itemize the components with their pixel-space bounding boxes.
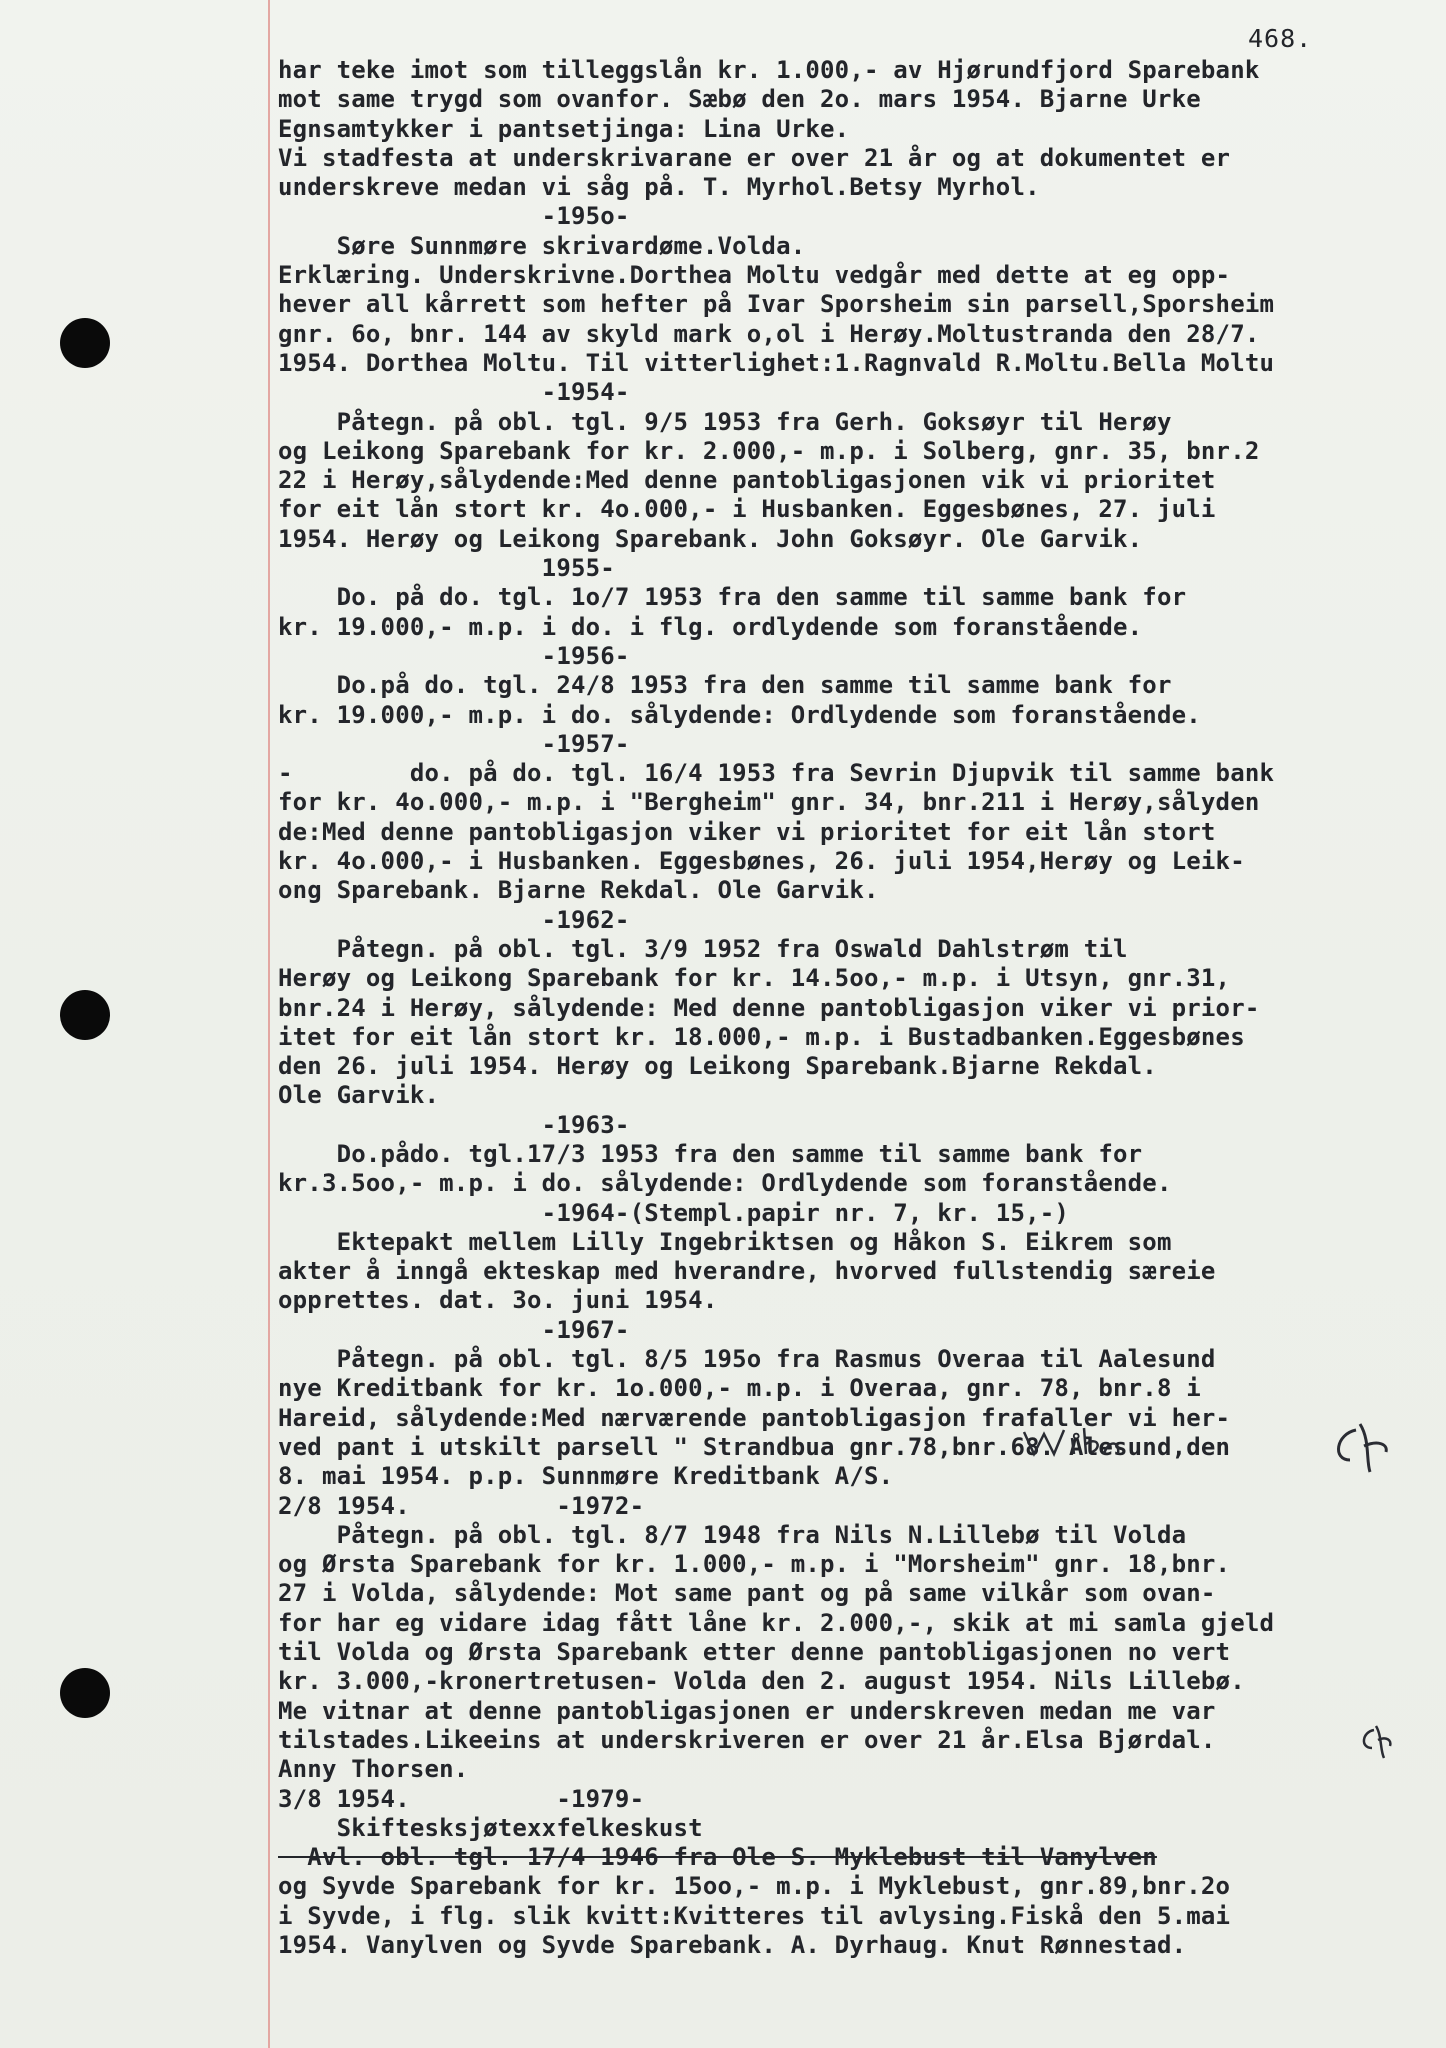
text-line: Avl. obl. tgl. 17/4 1946 fra Ole S. Myklebust til Vanylven — [278, 1843, 1157, 1872]
text-line: Do.pådo. tgl.17/3 1953 fra den samme til samme bank for — [278, 1139, 1143, 1168]
text-line: ved pant i utskilt parsell " Strandbua gnr.78,bnr.68. Ålesund,den — [278, 1432, 1231, 1461]
text-line: 1954. Herøy og Leikong Sparebank. John Goksøyr. Ole Garvik. — [278, 524, 1143, 553]
text-line: Egnsamtykker i pantsetjinga: Lina Urke. — [278, 114, 850, 143]
text-line: 3/8 1954. -1979- — [278, 1784, 645, 1813]
text-line: 1954. Vanylven og Syvde Sparebank. A. Dyrhaug. Knut Rønnestad. — [278, 1931, 1187, 1959]
text-line: ong Sparebank. Bjarne Rekdal. Ole Garvik. — [278, 876, 879, 905]
initials-mark-1 — [1326, 1420, 1396, 1480]
text-line: Do. på do. tgl. 1o/7 1953 fra den samme til samme bank for — [278, 583, 1187, 612]
text-line: -1957- — [278, 729, 630, 758]
text-line: Anny Thorsen. — [278, 1755, 469, 1784]
text-line: -1964-(Stempl.papir nr. 7, kr. 15,-) — [278, 1198, 1070, 1227]
text-line: 22 i Herøy,sålydende:Med denne pantobligasjonen vik vi prioritet — [278, 466, 1216, 495]
text-line: akter å inngå ekteskap med hverandre, hvorved fullstendig særeie — [278, 1257, 1216, 1286]
document-text — [278, 56, 1428, 1960]
handwritten-note — [1018, 1424, 1128, 1460]
text-line: -1954- — [278, 378, 630, 407]
text-line: tilstades.Likeeins at underskriveren er over 21 år.Elsa Bjørdal. — [278, 1725, 1216, 1754]
text-line: - do. på do. tgl. 16/4 1953 fra Sevrin Djupvik til samme bank — [278, 759, 1275, 788]
punch-hole-top — [60, 318, 110, 368]
text-line: kr. 19.000,- m.p. i do. sålydende: Ordlydende som foranstående. — [278, 700, 1201, 729]
text-line: Søre Sunnmøre skrivardøme.Volda. — [278, 231, 806, 260]
text-line: Påtegn. på obl. tgl. 8/7 1948 fra Nils N.Lillebø til Volda — [278, 1520, 1187, 1549]
text-line: for eit lån stort kr. 4o.000,- i Husbanken. Eggesbønes, 27. juli — [278, 495, 1216, 524]
text-line: kr. 4o.000,- i Husbanken. Eggesbønes, 26. juli 1954,Herøy og Leik- — [278, 847, 1245, 876]
text-line: -1963- — [278, 1110, 630, 1139]
text-line: Påtegn. på obl. tgl. 3/9 1952 fra Oswald Dahlstrøm til — [278, 934, 1128, 963]
text-line: 8. mai 1954. p.p. Sunnmøre Kreditbank A/S. — [278, 1462, 894, 1491]
text-line: -195o- — [278, 202, 630, 231]
text-line: -1956- — [278, 641, 630, 670]
text-line: og Syvde Sparebank for kr. 15oo,- m.p. i Myklebust, gnr.89,bnr.2o — [278, 1872, 1231, 1901]
page-number: 468. — [1248, 24, 1313, 53]
text-line: 2/8 1954. -1972- — [278, 1491, 645, 1520]
text-line: de:Med denne pantobligasjon viker vi prioritet for eit lån stort — [278, 817, 1216, 846]
text-line: hever all kårrett som hefter på Ivar Sporsheim sin parsell,Sporsheim — [278, 290, 1275, 319]
text-line: Erklæring. Underskrivne.Dorthea Moltu vedgår med dette at eg opp- — [278, 261, 1231, 290]
text-line: Påtegn. på obl. tgl. 9/5 1953 fra Gerh. Goksøyr til Herøy — [278, 407, 1172, 436]
punch-hole-bottom — [60, 1668, 110, 1718]
text-line: Hareid, sålydende:Med nærværende pantobligasjon frafaller vi her- — [278, 1403, 1231, 1432]
punch-hole-middle — [60, 990, 110, 1040]
text-line: -1962- — [278, 905, 630, 934]
text-line: Ektepakt mellem Lilly Ingebriktsen og Håkon S. Eikrem som — [278, 1227, 1172, 1256]
text-line: har teke imot som tilleggslån kr. 1.000,- av Hjørundfjord Sparebank — [278, 56, 1260, 84]
text-line: Ole Garvik. — [278, 1081, 440, 1110]
text-line: underskreve medan vi såg på. T. Myrhol.Betsy Myrhol. — [278, 173, 1040, 202]
text-line: kr.3.5oo,- m.p. i do. sålydende: Ordlydende som foranstående. — [278, 1169, 1172, 1198]
text-line: 27 i Volda, sålydende: Mot same pant og på same vilkår som ovan- — [278, 1579, 1216, 1608]
text-line: for har eg vidare idag fått låne kr. 2.000,-, skik at mi samla gjeld — [278, 1608, 1275, 1637]
text-line: den 26. juli 1954. Herøy og Leikong Sparebank.Bjarne Rekdal. — [278, 1052, 1157, 1081]
text-line: gnr. 6o, bnr. 144 av skyld mark o,ol i Herøy.Moltustranda den 28/7. — [278, 319, 1260, 348]
text-line: kr. 19.000,- m.p. i do. i flg. ordlydende som foranstående. — [278, 612, 1143, 641]
text-line: til Volda og Ørsta Sparebank etter denne pantobligasjonen no vert — [278, 1638, 1231, 1667]
text-line: Skiftesksjøtexxfelkeskust — [278, 1813, 703, 1842]
margin-rule — [268, 0, 270, 2048]
text-line: for kr. 4o.000,- m.p. i "Bergheim" gnr. 34, bnr.211 i Herøy,sålyden — [278, 788, 1260, 817]
text-line: mot same trygd som ovanfor. Sæbø den 2o. mars 1954. Bjarne Urke — [278, 85, 1201, 114]
initials-mark-2 — [1356, 1724, 1396, 1764]
text-line: 1955- — [278, 554, 615, 583]
text-line: -1967- — [278, 1315, 630, 1344]
text-line: i Syvde, i flg. slik kvitt:Kvitteres til avlysing.Fiskå den 5.mai — [278, 1901, 1231, 1930]
text-line: opprettes. dat. 3o. juni 1954. — [278, 1286, 718, 1315]
text-line: Vi stadfesta at underskrivarane er over 21 år og at dokumentet er — [278, 143, 1231, 172]
text-line: Me vitnar at denne pantobligasjonen er underskreven medan me var — [278, 1696, 1216, 1725]
text-line: Påtegn. på obl. tgl. 8/5 195o fra Rasmus Overaa til Aalesund — [278, 1345, 1216, 1374]
text-line: bnr.24 i Herøy, sålydende: Med denne pantobligasjon viker vi prior- — [278, 993, 1260, 1022]
text-line: 1954. Dorthea Moltu. Til vitterlighet:1.Ragnvald R.Moltu.Bella Moltu — [278, 348, 1275, 377]
text-line: Do.på do. tgl. 24/8 1953 fra den samme til samme bank for — [278, 671, 1172, 700]
text-line: Herøy og Leikong Sparebank for kr. 14.5oo,- m.p. i Utsyn, gnr.31, — [278, 964, 1231, 993]
text-line: nye Kreditbank for kr. 1o.000,- m.p. i Overaa, gnr. 78, bnr.8 i — [278, 1374, 1201, 1403]
text-line: itet for eit lån stort kr. 18.000,- m.p. i Bustadbanken.Eggesbønes — [278, 1022, 1245, 1051]
text-line: kr. 3.000,-kronertretusen- Volda den 2. august 1954. Nils Lillebø. — [278, 1667, 1245, 1696]
text-line: og Leikong Sparebank for kr. 2.000,- m.p. i Solberg, gnr. 35, bnr.2 — [278, 436, 1260, 465]
text-line: og Ørsta Sparebank for kr. 1.000,- m.p. i "Morsheim" gnr. 18,bnr. — [278, 1550, 1231, 1579]
